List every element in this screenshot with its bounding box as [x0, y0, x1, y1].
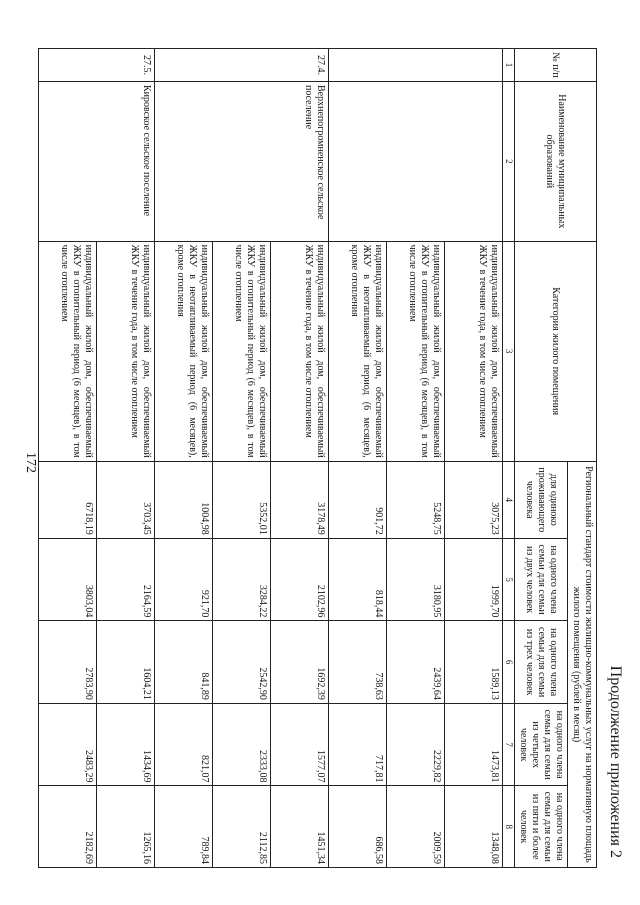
category-cell: индивидуальный жилой дом, обеспечиваемый ЖКУ в отопительный период (6 месяцев), в том числе отоплением: [387, 241, 445, 461]
value-cell: 2182,69: [39, 786, 97, 868]
category-cell: индивидуальный жилой дом, обеспечиваемый ЖКУ в течение года, в том числе отоплением: [97, 241, 155, 461]
value-cell: 2542,90: [213, 621, 271, 704]
value-cell: 841,89: [155, 621, 213, 704]
value-cell: 2112,85: [213, 786, 271, 868]
value-cell: 686,58: [329, 786, 387, 868]
header-row-top: [568, 49, 597, 868]
housing-cost-table: [38, 48, 597, 868]
value-cell: 1348,08: [445, 786, 503, 868]
header-standard-group: Региональный стандарт стоимости жилищно-коммунальных услуг на нормативную площадь жилого помещения (рублей в месяц): [568, 461, 597, 867]
value-cell: 3075,23: [445, 461, 503, 538]
table-row: [445, 49, 503, 868]
value-cell: 1473,81: [445, 703, 503, 786]
row-number: 27.5.: [39, 49, 155, 82]
value-cell: 1577,07: [271, 703, 329, 786]
value-cell: 789,84: [155, 786, 213, 868]
index-cell: 2: [503, 82, 515, 242]
value-cell: 1265,16: [97, 786, 155, 868]
category-cell: индивидуальный жилой дом, обеспечиваемый ЖКУ в отопительный период (6 месяцев), в том числе отоплением: [39, 241, 97, 461]
header-category: Категория жилого помещения: [515, 241, 597, 461]
index-cell: 1: [503, 49, 515, 82]
rotated-page-content: [59, 48, 625, 868]
index-cell: 3: [503, 241, 515, 461]
category-cell: индивидуальный жилой дом, обеспечиваемый ЖКУ в неотапливаемый период (6 месяцев), кроме отопления: [329, 241, 387, 461]
row-number: [329, 49, 503, 82]
value-cell: 818,44: [329, 538, 387, 621]
value-cell: 821,07: [155, 703, 213, 786]
municipality-name: Кировское сельское поселение: [39, 82, 155, 242]
value-cell: 3703,45: [97, 461, 155, 538]
header-sub-4: на одного члена семьи для семьи из четырех человек: [515, 703, 568, 786]
value-cell: 1999,70: [445, 538, 503, 621]
municipality-name: Верхнепогромненское сельское поселение: [155, 82, 329, 242]
category-cell: индивидуальный жилой дом, обеспечиваемый ЖКУ в неотапливаемый период (6 месяцев), кроме отопления: [155, 241, 213, 461]
value-cell: 5352,01: [213, 461, 271, 538]
header-municipality: Наименование муниципальных образований: [515, 82, 597, 242]
page-number: 172: [23, 452, 38, 473]
value-cell: 2102,96: [271, 538, 329, 621]
header-no: № п/п: [515, 49, 597, 82]
value-cell: 3178,49: [271, 461, 329, 538]
index-cell: 8: [503, 786, 515, 868]
value-cell: 717,81: [329, 703, 387, 786]
value-cell: 5248,75: [387, 461, 445, 538]
appendix-label: Продолжение приложения 2: [607, 665, 624, 858]
value-cell: 1004,98: [155, 461, 213, 538]
value-cell: 921,70: [155, 538, 213, 621]
value-cell: 2483,29: [39, 703, 97, 786]
header-index-row: [503, 49, 515, 868]
value-cell: 901,72: [329, 461, 387, 538]
value-cell: 1692,39: [271, 621, 329, 704]
value-cell: 6718,19: [39, 461, 97, 538]
value-cell: 1434,69: [97, 703, 155, 786]
municipality-name: [329, 82, 503, 242]
header-sub-5: на одного члена семьи для семьи из пяти и более человек: [515, 786, 568, 868]
index-cell: 5: [503, 538, 515, 621]
category-cell: индивидуальный жилой дом, обеспечиваемый ЖКУ в течение года, в том числе отоплением: [445, 241, 503, 461]
value-cell: 2164,59: [97, 538, 155, 621]
table-row: [271, 49, 329, 868]
value-cell: 1589,13: [445, 621, 503, 704]
value-cell: 2783,90: [39, 621, 97, 704]
value-cell: 2333,08: [213, 703, 271, 786]
value-cell: 738,63: [329, 621, 387, 704]
index-cell: 7: [503, 703, 515, 786]
value-cell: 1451,34: [271, 786, 329, 868]
header-sub-2: на одного члена семьи для семьи из двух человек: [515, 538, 568, 621]
index-cell: 4: [503, 461, 515, 538]
value-cell: 3180,95: [387, 538, 445, 621]
value-cell: 3803,04: [39, 538, 97, 621]
table-row: [97, 49, 155, 868]
value-cell: 2009,59: [387, 786, 445, 868]
value-cell: 1604,21: [97, 621, 155, 704]
category-cell: индивидуальный жилой дом, обеспечиваемый ЖКУ в отопительный период (6 месяцев), в том числе отоплением: [213, 241, 271, 461]
header-sub-1: для одиноко проживающего человека: [515, 461, 568, 538]
index-cell: 6: [503, 621, 515, 704]
value-cell: 2439,64: [387, 621, 445, 704]
header-sub-3: на одного члена семьи для семьи из трех человек: [515, 621, 568, 704]
category-cell: индивидуальный жилой дом, обеспечиваемый ЖКУ в течение года, в том числе отоплением: [271, 241, 329, 461]
value-cell: 3284,22: [213, 538, 271, 621]
row-number: 27.4.: [155, 49, 329, 82]
value-cell: 2229,82: [387, 703, 445, 786]
